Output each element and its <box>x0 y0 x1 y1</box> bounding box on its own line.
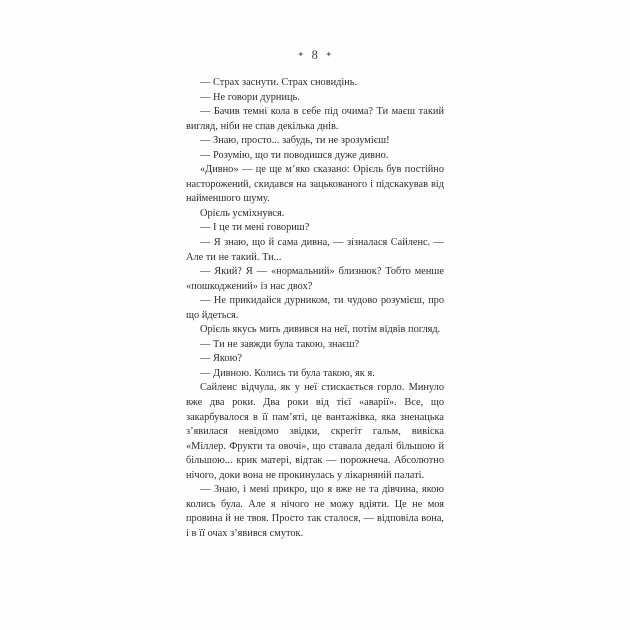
paragraph: Орієль усміхнувся. <box>200 207 285 219</box>
paragraph: — Розумію, що ти поводишся дуже дивно. <box>200 149 389 161</box>
body-text-block <box>186 76 444 542</box>
paragraph: — Ти не завжди була такою, знаєш? <box>200 338 360 350</box>
paragraph: — Знаю, і мені прикро, що я вже не та дівчина, якою колись була. Але я нічого не можу вдіяти. Це не моя провина й не твоя. Просто так сталося, — відповіла вона, і в її очах з’явився смуток. <box>186 484 444 539</box>
ornament-left-icon: ✦ <box>297 50 305 59</box>
paragraph: — Знаю, просто... забудь, ти не зрозумієш! <box>200 135 390 147</box>
paragraph: — Не прикидайся дурником, ти чудово розумієш, про що йдеться. <box>186 295 444 321</box>
paragraph: Сайленс відчула, як у неї стискається горло. Минуло вже два роки. Два роки від тієї «аварії». Все, що закарбувалося в її пам’яті, це вантажівка, яка зненацька з’явилася невідомо звідки, скрегіт гальм, вивіска «Міллер. Фрукти та овочі», що ставала дедалі більшою й більшою... крик матері, відтак — порожнеча. Абсолютно нічого, доки вона не прокинулась у лікарняній палаті. <box>186 382 444 481</box>
paragraph: — І це ти мені говориш? <box>200 222 310 234</box>
paragraph: — Який? Я — «нормальний» близнюк? Тобто менше «пошкоджений» із нас двох? <box>186 266 444 292</box>
paragraph: — Не говори дурниць. <box>200 91 300 103</box>
paragraph: — Бачив темні кола в себе під очима? Ти маєш такий вигляд, ніби не спав декілька днів. <box>186 106 444 132</box>
running-head <box>0 48 630 63</box>
paragraph: — Дивною. Колись ти була такою, як я. <box>200 367 375 379</box>
paragraph: — Я знаю, що й сама дивна, — зізналася Сайленс. — Але ти не такий. Ти... <box>186 237 444 263</box>
paragraph: «Дивно» — це ще м’яко сказано: Орієль був постійно насторожений, скидався на зацькованого і підскакував від найменшого шуму. <box>186 164 444 205</box>
page-number: 8 <box>311 48 319 62</box>
paragraph: Орієль якусь мить дивився на неї, потім відвів погляд. <box>200 324 441 336</box>
paragraph: — Якою? <box>200 353 242 365</box>
paragraph: — Страх заснути. Страх сновидінь. <box>200 77 358 88</box>
ornament-right-icon: ✦ <box>325 50 333 59</box>
